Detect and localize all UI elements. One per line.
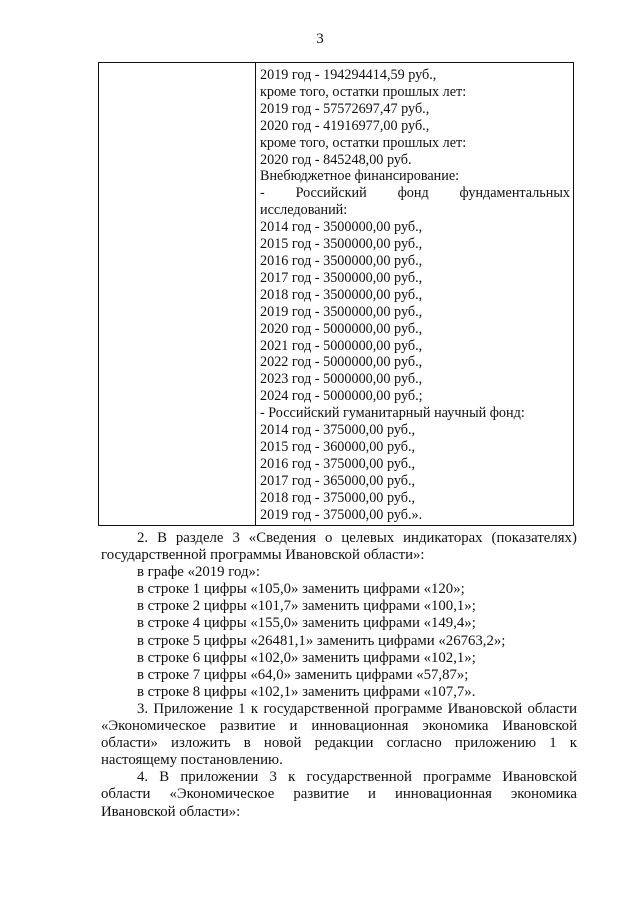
- paragraph-3: 3. Приложение 1 к государственной программе Ивановской области «Экономическое развитие и инновационная экономика Ивановской области» изложить в новой редакции согласно приложению 1 к настоящему постановлению.: [101, 700, 577, 769]
- word: фундаментальных: [459, 185, 570, 202]
- rgnf-year-line: 2015 год - 360000,00 руб.,: [260, 438, 416, 455]
- rffi-year-line: 2022 год - 5000000,00 руб.,: [260, 354, 423, 371]
- replacement-item: в строке 6 цифры «102,0» заменить цифрами «102,1»;: [137, 649, 476, 666]
- paragraph-2-line-2: государственной программы Ивановской области»:: [101, 547, 425, 564]
- rffi-year-line: 2020 год - 5000000,00 руб.,: [260, 320, 423, 337]
- rgnf-year-line: 2014 год - 375000,00 руб.,: [260, 422, 416, 439]
- paragraph-4: 4. В приложении 3 к государственной программе Ивановской области «Экономическое развитие и инновационная экономика Ивановской области»:: [101, 769, 577, 820]
- funding-line: Внебюджетное финансирование:: [260, 168, 460, 185]
- rffi-year-line: 2014 год - 3500000,00 руб.,: [260, 219, 423, 236]
- funding-table: [98, 62, 574, 526]
- funding-line: 2020 год - 845248,00 руб.: [260, 151, 412, 168]
- replacement-item: в строке 4 цифры «155,0» заменить цифрами «149,4»;: [137, 615, 476, 632]
- word: разделе: [175, 530, 224, 546]
- word: 3: [232, 530, 240, 546]
- rgnf-year-line: 2017 год - 365000,00 руб.,: [260, 472, 416, 489]
- replacement-item: в строке 7 цифры «64,0» заменить цифрами «57,87»;: [137, 666, 469, 683]
- rffi-year-line: 2016 год - 3500000,00 руб.,: [260, 252, 423, 269]
- table-column-divider: [255, 63, 256, 525]
- word: (показателях): [491, 530, 577, 546]
- rgnf-header: - Российский гуманитарный научный фонд:: [260, 405, 525, 422]
- word: индикаторах: [403, 530, 483, 546]
- rffi-year-line: 2024 год - 5000000,00 руб.;: [260, 388, 423, 405]
- word: о: [325, 530, 333, 546]
- funding-line: кроме того, остатки прошлых лет:: [260, 83, 467, 100]
- rgnf-year-line: 2018 год - 375000,00 руб.,: [260, 489, 416, 506]
- rffi-year-line: 2015 год - 3500000,00 руб.,: [260, 236, 423, 253]
- word: фонд: [397, 185, 429, 202]
- word: целевых: [341, 530, 395, 546]
- document-body: [101, 530, 577, 821]
- word: -: [260, 185, 265, 202]
- funding-line: 2019 год - 194294414,59 руб.,: [260, 67, 437, 83]
- word: Российский: [295, 185, 367, 202]
- funding-line: 2019 год - 57572697,47 руб.,: [260, 100, 430, 117]
- funding-line: кроме того, остатки прошлых лет:: [260, 134, 467, 151]
- replacement-item: в строке 8 цифры «102,1» заменить цифрами «107,7».: [137, 683, 476, 700]
- rffi-header-line: [260, 185, 570, 202]
- funding-line: 2020 год - 41916977,00 руб.,: [260, 117, 430, 134]
- rffi-year-line: 2019 год - 3500000,00 руб.,: [260, 303, 423, 320]
- replacement-item: в строке 1 цифры «105,0» заменить цифрами «120»;: [137, 581, 465, 598]
- word: «Сведения: [248, 530, 317, 546]
- page-number: 3: [316, 31, 324, 47]
- column-reference: в графе «2019 год»:: [137, 564, 260, 581]
- rffi-year-line: 2023 год - 5000000,00 руб.,: [260, 371, 423, 388]
- rgnf-year-line: 2016 год - 375000,00 руб.,: [260, 455, 416, 472]
- word: 2.: [137, 530, 149, 546]
- paragraph-2-line-1: [101, 530, 577, 547]
- rffi-header-cont: исследований:: [260, 202, 348, 219]
- replacement-item: в строке 5 цифры «26481,1» заменить цифрами «26763,2»;: [137, 632, 506, 649]
- funding-cell: [260, 67, 570, 523]
- rffi-year-line: 2021 год - 5000000,00 руб.,: [260, 337, 423, 354]
- rgnf-year-line: 2019 год - 375000,00 руб.».: [260, 506, 423, 523]
- replacement-item: в строке 2 цифры «101,7» заменить цифрами «100,1»;: [137, 598, 476, 615]
- rffi-year-line: 2017 год - 3500000,00 руб.,: [260, 269, 423, 286]
- word: В: [157, 530, 167, 546]
- rffi-year-line: 2018 год - 3500000,00 руб.,: [260, 286, 423, 303]
